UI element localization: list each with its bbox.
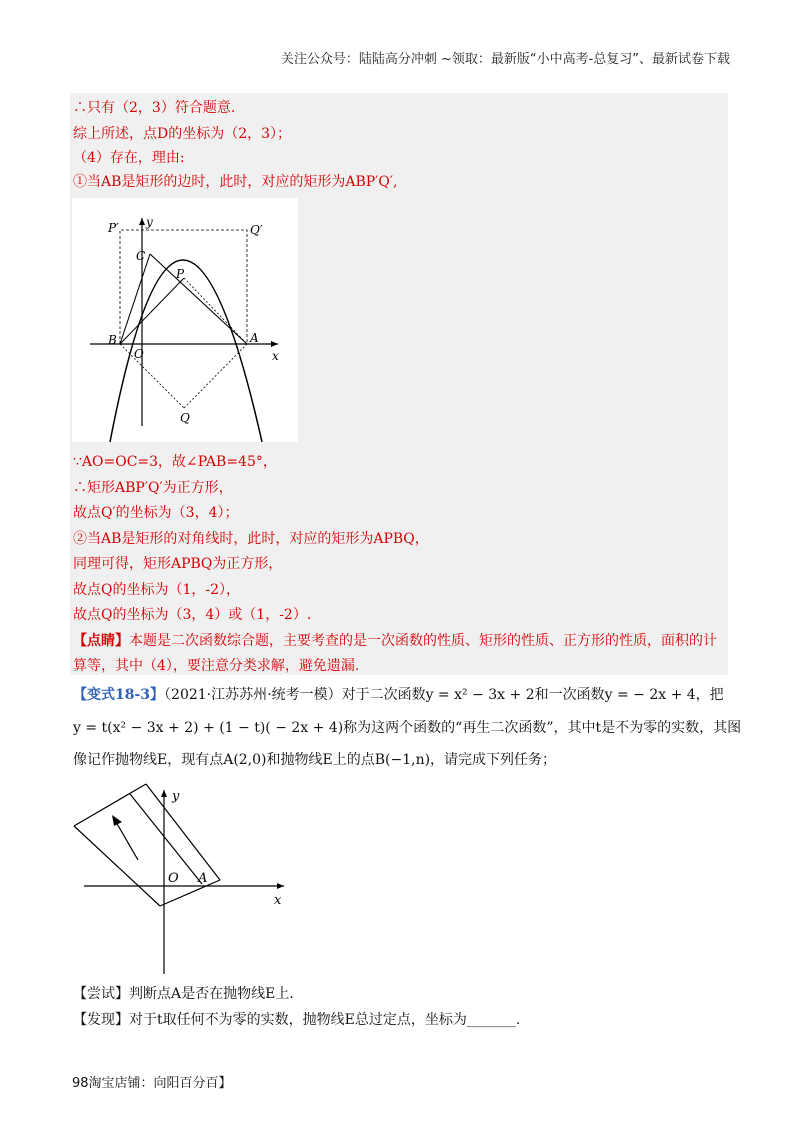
y-axis-arrow-icon xyxy=(139,218,145,225)
line-pa xyxy=(184,278,247,344)
variant-line-3: 像记作抛物线E，现有点A(2,0)和抛物线E上的点B(−1,n)，请完成下列任务； xyxy=(73,752,557,768)
label-p1: P′ xyxy=(108,221,119,235)
comment-line-2: 算等，其中（4），要注意分类求解，避免遗漏. xyxy=(73,658,360,674)
label-x-2: x xyxy=(274,893,282,908)
label-o-2: O xyxy=(168,871,179,886)
variant-text-1: （2021·江苏苏州·统考一模）对于二次函数y = x² − 3x + 2和一次函数y = − 2x + 4，把 xyxy=(164,687,724,703)
solution-line-8: ②当AB是矩形的对角线时，此时，对应的矩形为APBQ， xyxy=(73,531,429,547)
label-y-2: y xyxy=(172,789,180,804)
motion-arrow xyxy=(116,822,138,860)
solution-line-10: 故点Q的坐标为（1，-2）， xyxy=(73,582,241,598)
comment-text-1: 本题是二次函数综合题，主要考查的是一次函数的性质、矩形的性质、正方形的性质，面积的计 xyxy=(129,633,717,649)
label-q: Q xyxy=(180,411,190,425)
comment-line-1 xyxy=(73,631,717,651)
line-bq xyxy=(120,344,184,408)
label-b: B xyxy=(108,333,117,347)
solution-line-7: 故点Q′的坐标为（3，4）； xyxy=(73,505,239,521)
figure-1-svg xyxy=(72,198,298,442)
solution-line-4: ①当AB是矩形的边时，此时，对应的矩形为ABP′Q′, xyxy=(73,174,398,190)
solution-line-5: ∵AO=OC=3，故∠PAB=45°， xyxy=(73,454,277,470)
variant-tag: 【变式18-3】 xyxy=(73,687,165,703)
motion-arrow-head-icon xyxy=(112,815,122,826)
label-o: O xyxy=(134,347,144,361)
line-qa xyxy=(184,344,247,408)
strip-right-edge xyxy=(146,784,220,880)
label-a-2: A xyxy=(198,871,208,886)
solution-line-6: ∴矩形ABP′Q′为正方形， xyxy=(73,480,233,496)
label-c: C xyxy=(136,249,146,263)
figure-parabola-rectangle xyxy=(72,198,298,442)
variant-line-1 xyxy=(73,685,724,705)
strip-top-edge xyxy=(74,784,146,826)
y-axis-2-arrow-icon xyxy=(161,790,167,797)
solution-line-11: 故点Q的坐标为（3，4）或（1，-2）. xyxy=(73,607,312,623)
strip-inner-edge xyxy=(130,794,202,884)
x-axis-arrow-icon xyxy=(271,341,278,347)
solution-line-1: ∴只有（2，3）符合题意. xyxy=(73,100,236,116)
figure-rotating-rectangle xyxy=(70,778,300,978)
label-x: x xyxy=(272,349,279,363)
figure-2-svg xyxy=(70,778,300,978)
comment-tag: 【点睛】 xyxy=(73,633,129,649)
x-axis-2-arrow-icon xyxy=(277,883,284,889)
label-p: P xyxy=(176,267,185,281)
label-q1: Q′ xyxy=(250,223,263,237)
solution-line-2: 综上所述，点D的坐标为（2，3）； xyxy=(73,126,292,142)
label-y: y xyxy=(146,215,153,229)
page-footer: 98淘宝店铺：向阳百分百】 xyxy=(72,1076,232,1091)
task-try: 【尝试】判断点A是否在抛物线E上. xyxy=(73,986,294,1002)
strip-left-edge xyxy=(74,826,160,906)
task-find: 【发现】对于t取任何不为零的实数，抛物线E总过定点，坐标为_______. xyxy=(73,1012,521,1028)
page-header: 关注公众号：陆陆高分冲刺 ~领取：最新版“小中高考-总复习”、最新试卷下载 xyxy=(280,52,730,67)
solution-line-9: 同理可得，矩形APBQ为正方形， xyxy=(73,556,283,572)
label-a: A xyxy=(250,331,259,345)
solution-line-3: （4）存在，理由: xyxy=(73,150,185,166)
variant-line-2: y = t(x² − 3x + 2) + (1 − t)( − 2x + 4)称为这两个函数的“再生二次函数”，其中t是不为零的实数，其图 xyxy=(73,720,742,736)
